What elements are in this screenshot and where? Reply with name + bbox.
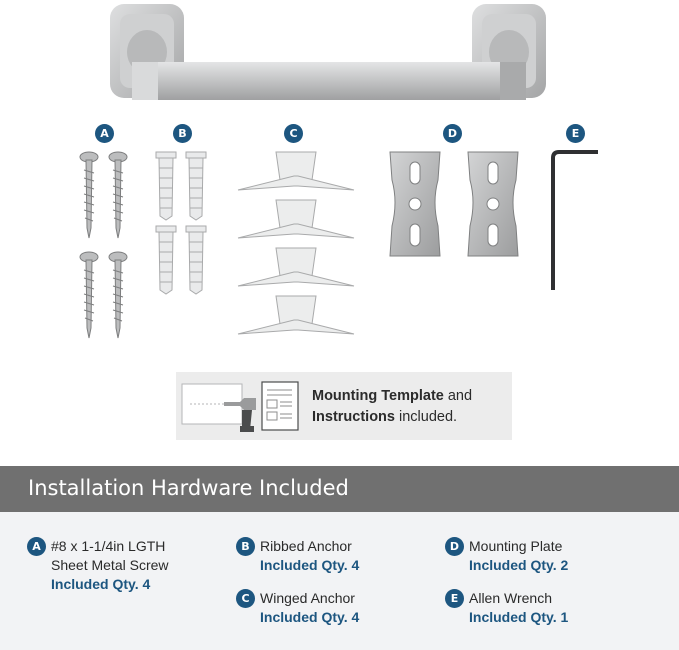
item-d-qty: Included Qty. 2: [469, 557, 569, 573]
template-line1-rest: and: [443, 388, 473, 404]
item-e-badge: E: [445, 589, 464, 608]
towel-bar-image: [100, 0, 580, 105]
item-a-name-line2: Sheet Metal Screw: [51, 557, 169, 573]
template-instructions-text: [312, 386, 472, 428]
winged-anchors-image: [236, 150, 356, 340]
item-c-qty: Included Qty. 4: [260, 609, 360, 625]
item-d-name: Mounting Plate: [469, 538, 563, 554]
item-b-qty: Included Qty. 4: [260, 557, 360, 573]
part-e-badge: E: [566, 124, 585, 143]
ribbed-anchors-image: [150, 150, 216, 296]
item-a-badge: A: [27, 537, 46, 556]
item-e-name: Allen Wrench: [469, 590, 553, 606]
template-line2-rest: included.: [394, 409, 458, 425]
item-a-qty: Included Qty. 4: [51, 576, 151, 592]
item-e-qty: Included Qty. 1: [469, 609, 569, 625]
item-d-badge: D: [445, 537, 464, 556]
banner-title: Installation Hardware Included: [28, 476, 349, 500]
item-c-badge: C: [236, 589, 255, 608]
part-c-badge: C: [284, 124, 303, 143]
part-a-badge: A: [95, 124, 114, 143]
item-a-name-line1: #8 x 1-1/4in LGTH: [51, 538, 166, 554]
template-line2-bold: Instructions: [312, 409, 395, 425]
screws-image: [70, 148, 140, 340]
part-b-badge: B: [173, 124, 192, 143]
drill-template-icon: [180, 378, 300, 436]
item-b-name: Ribbed Anchor: [260, 538, 352, 554]
item-b-badge: B: [236, 537, 255, 556]
part-d-badge: D: [443, 124, 462, 143]
allen-wrench-image: [546, 148, 602, 294]
template-line1-bold: Mounting Template: [312, 388, 444, 404]
mounting-plates-image: [380, 148, 530, 260]
item-c-name: Winged Anchor: [260, 590, 355, 606]
